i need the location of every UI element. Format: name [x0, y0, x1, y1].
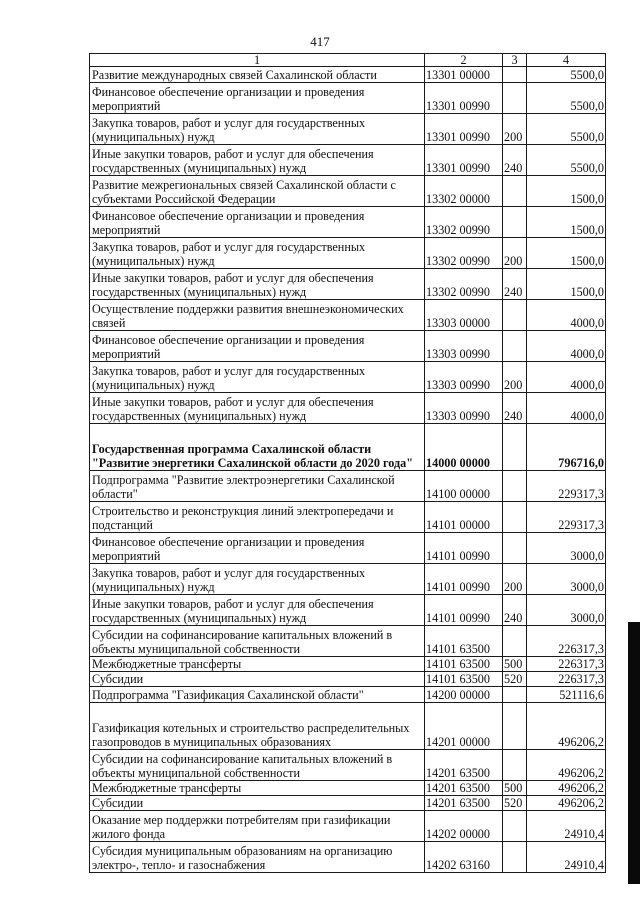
row-type-cell	[503, 533, 527, 564]
row-amount-cell: 1500,0	[527, 207, 606, 238]
row-name-cell: Финансовое обеспечение организации и проведения мероприятий	[90, 83, 425, 114]
row-name-cell: Закупка товаров, работ и услуг для государственных (муниципальных) нужд	[90, 238, 425, 269]
table-row	[90, 672, 606, 687]
row-name-cell: Субсидии	[90, 672, 425, 687]
row-type-cell: 520	[503, 796, 527, 811]
row-code-cell: 14202 00000	[425, 811, 503, 842]
row-amount-cell: 5500,0	[527, 67, 606, 83]
row-name-cell: Межбюджетные трансферты	[90, 781, 425, 796]
row-code-cell: 14101 00990	[425, 595, 503, 626]
row-type-cell	[503, 626, 527, 657]
row-type-cell: 240	[503, 145, 527, 176]
row-code-cell: 14000 00000	[425, 424, 503, 471]
row-type-cell: 200	[503, 362, 527, 393]
row-code-cell: 14100 00000	[425, 471, 503, 502]
row-type-cell	[503, 67, 527, 83]
row-type-cell: 200	[503, 114, 527, 145]
table-row	[90, 269, 606, 300]
table-row	[90, 176, 606, 207]
table-row	[90, 533, 606, 564]
row-type-cell: 500	[503, 781, 527, 796]
table-row	[90, 781, 606, 796]
row-type-cell	[503, 842, 527, 873]
row-amount-cell: 496206,2	[527, 703, 606, 750]
row-amount-cell: 1500,0	[527, 238, 606, 269]
row-amount-cell: 4000,0	[527, 393, 606, 424]
row-amount-cell: 521116,6	[527, 687, 606, 703]
row-code-cell: 13302 00000	[425, 176, 503, 207]
page-number: 417	[310, 34, 330, 49]
row-name-cell: Иные закупки товаров, работ и услуг для обеспечения государственных (муниципальных) нужд	[90, 595, 425, 626]
row-name-cell: Подпрограмма "Развитие электроэнергетики Сахалинской области"	[90, 471, 425, 502]
row-amount-cell: 229317,3	[527, 471, 606, 502]
row-amount-cell: 3000,0	[527, 564, 606, 595]
row-code-cell: 14101 63500	[425, 657, 503, 672]
row-name-cell: Межбюджетные трансферты	[90, 657, 425, 672]
row-amount-cell: 24910,4	[527, 842, 606, 873]
table-row	[90, 842, 606, 873]
row-name-cell: Закупка товаров, работ и услуг для государственных (муниципальных) нужд	[90, 362, 425, 393]
row-name-cell: Закупка товаров, работ и услуг для государственных (муниципальных) нужд	[90, 564, 425, 595]
row-type-cell	[503, 300, 527, 331]
row-code-cell: 13301 00990	[425, 83, 503, 114]
row-type-cell	[503, 83, 527, 114]
table-row	[90, 393, 606, 424]
row-name-cell: Субсидии	[90, 796, 425, 811]
table-row	[90, 811, 606, 842]
table-row	[90, 595, 606, 626]
row-name-cell: Иные закупки товаров, работ и услуг для обеспечения государственных (муниципальных) нужд	[90, 269, 425, 300]
table-row	[90, 67, 606, 83]
scan-edge-bar	[628, 622, 640, 884]
row-name-cell: Закупка товаров, работ и услуг для государственных (муниципальных) нужд	[90, 114, 425, 145]
row-code-cell: 13302 00990	[425, 238, 503, 269]
header-col-1: 1	[90, 54, 425, 67]
row-code-cell: 14201 63500	[425, 750, 503, 781]
row-name-cell: Финансовое обеспечение организации и проведения мероприятий	[90, 331, 425, 362]
row-amount-cell: 1500,0	[527, 176, 606, 207]
row-type-cell: 500	[503, 657, 527, 672]
row-amount-cell: 496206,2	[527, 750, 606, 781]
row-code-cell: 14101 00990	[425, 533, 503, 564]
table-row	[90, 114, 606, 145]
row-code-cell: 13302 00990	[425, 269, 503, 300]
row-code-cell: 14201 63500	[425, 781, 503, 796]
row-type-cell	[503, 750, 527, 781]
row-type-cell	[503, 811, 527, 842]
row-amount-cell: 5500,0	[527, 145, 606, 176]
table-row	[90, 300, 606, 331]
table-row	[90, 471, 606, 502]
row-code-cell: 14101 63500	[425, 672, 503, 687]
header-col-4: 4	[527, 54, 606, 67]
row-type-cell	[503, 471, 527, 502]
row-amount-cell: 5500,0	[527, 83, 606, 114]
row-amount-cell: 24910,4	[527, 811, 606, 842]
row-code-cell: 13303 00000	[425, 300, 503, 331]
row-name-cell: Оказание мер поддержки потребителям при газификации жилого фонда	[90, 811, 425, 842]
row-name-cell: Строительство и реконструкция линий электропередачи и подстанций	[90, 502, 425, 533]
table-row	[90, 564, 606, 595]
row-type-cell: 240	[503, 595, 527, 626]
row-amount-cell: 229317,3	[527, 502, 606, 533]
row-amount-cell: 3000,0	[527, 533, 606, 564]
row-type-cell	[503, 687, 527, 703]
row-amount-cell: 4000,0	[527, 331, 606, 362]
table-row	[90, 502, 606, 533]
row-amount-cell: 4000,0	[527, 300, 606, 331]
table-row	[90, 331, 606, 362]
table-row	[90, 750, 606, 781]
row-type-cell: 240	[503, 393, 527, 424]
row-code-cell: 14201 00000	[425, 703, 503, 750]
row-code-cell: 13301 00990	[425, 114, 503, 145]
table-row	[90, 207, 606, 238]
row-amount-cell: 4000,0	[527, 362, 606, 393]
row-name-cell: Иные закупки товаров, работ и услуг для обеспечения государственных (муниципальных) нужд	[90, 393, 425, 424]
header-col-3: 3	[503, 54, 527, 67]
table-row	[90, 145, 606, 176]
row-name-cell: Развитие международных связей Сахалинской области	[90, 67, 425, 83]
row-name-cell: Газификация котельных и строительство распределительных газопроводов в муниципальных образованиях	[90, 703, 425, 750]
table-row	[90, 687, 606, 703]
table-row	[90, 703, 606, 750]
row-code-cell: 14101 63500	[425, 626, 503, 657]
row-type-cell: 520	[503, 672, 527, 687]
row-name-cell: Подпрограмма "Газификация Сахалинской области"	[90, 687, 425, 703]
row-type-cell	[503, 176, 527, 207]
row-name-cell: Осуществление поддержки развития внешнеэкономических связей	[90, 300, 425, 331]
row-code-cell: 13303 00990	[425, 331, 503, 362]
row-code-cell: 13302 00990	[425, 207, 503, 238]
row-name-cell: Иные закупки товаров, работ и услуг для обеспечения государственных (муниципальных) нужд	[90, 145, 425, 176]
row-code-cell: 14200 00000	[425, 687, 503, 703]
row-code-cell: 14101 00990	[425, 564, 503, 595]
row-name-cell: Субсидия муниципальным образованиям на организацию электро-, тепло- и газоснабжения	[90, 842, 425, 873]
row-type-cell: 200	[503, 238, 527, 269]
row-type-cell	[503, 424, 527, 471]
row-code-cell: 13303 00990	[425, 362, 503, 393]
table-row	[90, 238, 606, 269]
table-row	[90, 626, 606, 657]
row-amount-cell: 496206,2	[527, 781, 606, 796]
table-row	[90, 657, 606, 672]
row-type-cell	[503, 502, 527, 533]
table-header-row	[90, 54, 606, 67]
row-name-cell: Финансовое обеспечение организации и проведения мероприятий	[90, 533, 425, 564]
row-name-cell: Государственная программа Сахалинской области "Развитие энергетики Сахалинской области до 2020 года"	[90, 424, 425, 471]
row-code-cell: 13301 00000	[425, 67, 503, 83]
row-type-cell: 200	[503, 564, 527, 595]
row-amount-cell: 796716,0	[527, 424, 606, 471]
row-amount-cell: 226317,3	[527, 657, 606, 672]
row-name-cell: Финансовое обеспечение организации и проведения мероприятий	[90, 207, 425, 238]
table-row	[90, 83, 606, 114]
row-type-cell	[503, 703, 527, 750]
row-amount-cell: 496206,2	[527, 796, 606, 811]
table-row	[90, 424, 606, 471]
row-amount-cell: 3000,0	[527, 595, 606, 626]
row-name-cell: Субсидии на софинансирование капитальных вложений в объекты муниципальной собственности	[90, 626, 425, 657]
row-amount-cell: 1500,0	[527, 269, 606, 300]
table-row	[90, 796, 606, 811]
row-amount-cell: 226317,3	[527, 626, 606, 657]
row-code-cell: 13303 00990	[425, 393, 503, 424]
table-row	[90, 362, 606, 393]
row-amount-cell: 226317,3	[527, 672, 606, 687]
row-type-cell	[503, 207, 527, 238]
row-type-cell	[503, 331, 527, 362]
row-name-cell: Субсидии на софинансирование капитальных вложений в объекты муниципальной собственности	[90, 750, 425, 781]
row-name-cell: Развитие межрегиональных связей Сахалинской области с субъектами Российской Федерации	[90, 176, 425, 207]
row-code-cell: 13301 00990	[425, 145, 503, 176]
budget-table	[89, 53, 606, 873]
row-type-cell: 240	[503, 269, 527, 300]
row-code-cell: 14202 63160	[425, 842, 503, 873]
row-amount-cell: 5500,0	[527, 114, 606, 145]
header-col-2: 2	[425, 54, 503, 67]
row-code-cell: 14201 63500	[425, 796, 503, 811]
row-code-cell: 14101 00000	[425, 502, 503, 533]
